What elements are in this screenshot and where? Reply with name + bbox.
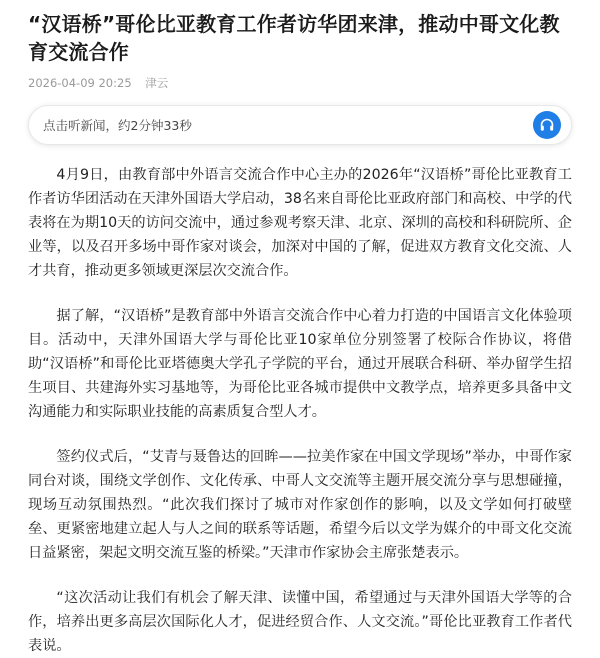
article-paragraph: 4月9日，由教育部中外语言交流合作中心主办的2026年“汉语桥”哥伦比亚教育工作者访华团活动在天津外国语大学启动，38名来自哥伦比亚政府部门和高校、中学的代表将在为期10天的访问交流中，通过参观考察天津、北京、深圳的高校和科研院所、企业等，以及召开多场中哥作家对谈会，加深对中国的了解，促进双方教育文化交流、人才共育，推动更多领域更深层次交流合作。 (28, 167, 572, 279)
article-meta (28, 75, 572, 91)
article-paragraph: “这次活动让我们有机会了解天津、读懂中国，希望通过与天津外国语大学等的合作，培养出更多高层次国际化人才，促进经贸合作、人文交流。”哥伦比亚教育工作者代表说。 (28, 590, 572, 654)
article-body (28, 163, 572, 658)
article-paragraph: 据了解，“汉语桥”是教育部中外语言交流合作中心着力打造的中国语言文化体验项目。活动中，天津外国语大学与哥伦比亚10家单位分别签署了校际合作协议，将借助“汉语桥”和哥伦比亚塔德奥大学孔子学院的平台，通过开展联合科研、举办留学生招生项目、共建海外实习基地等，为哥伦比亚各城市提供中文教学点，培养更多具备中文沟通能力和实际职业技能的高素质复合型人才。 (28, 308, 572, 420)
listen-news-label: 点击听新闻，约2分钟33秒 (43, 118, 192, 133)
listen-news-bar[interactable] (28, 105, 572, 145)
publish-date: 2026-04-09 20:25 (28, 76, 132, 90)
headphones-icon[interactable] (533, 111, 561, 139)
news-article-page (0, 10, 600, 654)
article-source: 津云 (145, 76, 169, 90)
article-title: “汉语桥”哥伦比亚教育工作者访华团来津，推动中哥文化教育交流合作 (28, 12, 560, 64)
article-paragraph: 签约仪式后，“艾青与聂鲁达的回眸——拉美作家在中国文学现场”举办，中哥作家同台对谈，围绕文学创作、文化传承、中哥人文交流等主题开展交流分享与思想碰撞，现场互动氛围热烈。“此次我们探讨了城市对作家创作的影响，以及文学如何打破壁垒、更紧密地建立起人与人之间的联系等话题，希望今后以文学为媒介的中哥文化交流日益紧密，架起文明交流互鉴的桥梁。”天津市作家协会主席张楚表示。 (28, 449, 572, 561)
